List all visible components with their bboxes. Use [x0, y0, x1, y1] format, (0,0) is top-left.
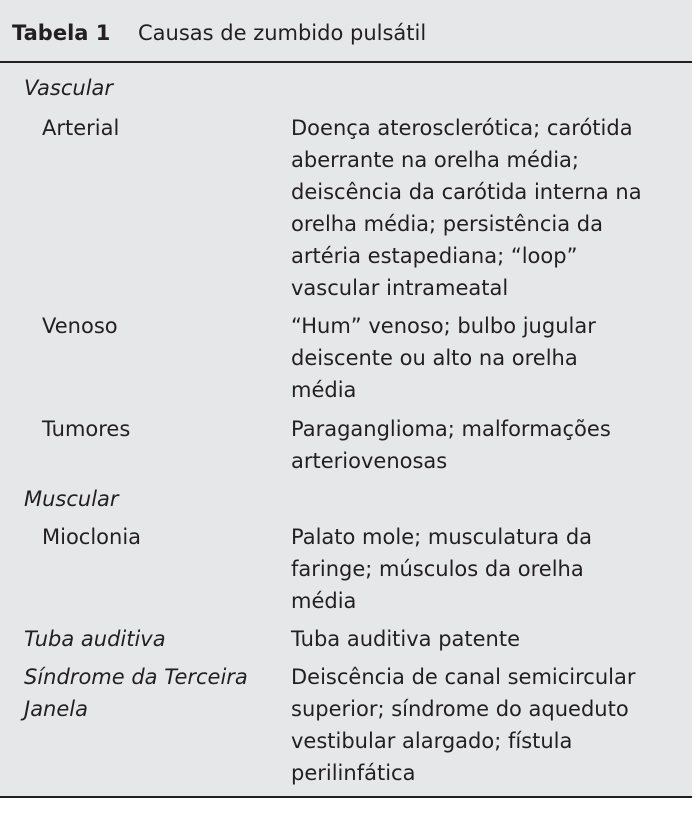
- row-description: [291, 413, 686, 477]
- description-line: “Hum” venoso; bulbo jugular: [291, 314, 596, 338]
- description-line: deiscência da carótida interna na: [291, 180, 642, 204]
- description-line: faringe; músculos da orelha: [291, 557, 584, 581]
- description-line: artéria estapediana; “loop”: [291, 244, 578, 268]
- category-label: [24, 661, 248, 725]
- description-line: média: [291, 378, 357, 402]
- row-label: Arterial: [42, 116, 120, 140]
- row-description: [291, 661, 686, 789]
- description-line: Deiscência de canal semicircular: [291, 665, 636, 689]
- row-description: [291, 623, 686, 655]
- description-line: aberrante na orelha média;: [291, 148, 579, 172]
- description-line: deiscente ou alto na orelha: [291, 346, 578, 370]
- row-description: [291, 112, 686, 304]
- table-body: [0, 63, 692, 798]
- description-line: Doença aterosclerótica; carótida: [291, 116, 633, 140]
- category-label: Muscular: [24, 487, 119, 511]
- description-line: arteriovenosas: [291, 449, 448, 473]
- row-label: Venoso: [42, 314, 118, 338]
- table-header: [0, 0, 692, 63]
- description-line: média: [291, 589, 357, 613]
- label-line: Síndrome da Terceira: [24, 665, 248, 689]
- row-label: Tumores: [42, 417, 131, 441]
- description-line: orelha média; persistência da: [291, 212, 603, 236]
- description-line: vascular intrameatal: [291, 276, 509, 300]
- row-description: [291, 521, 686, 617]
- table-title: Causas de zumbido pulsátil: [138, 21, 427, 45]
- description-line: Palato mole; musculatura da: [291, 525, 593, 549]
- row-label: Mioclonia: [42, 525, 142, 549]
- description-line: superior; síndrome do aqueduto: [291, 697, 629, 721]
- category-label: Vascular: [24, 76, 114, 100]
- description-line: perilinfática: [291, 761, 416, 785]
- label-line: Janela: [24, 697, 88, 721]
- description-line: vestibular alargado; fístula: [291, 729, 573, 753]
- description-line: Paraganglioma; malformações: [291, 417, 611, 441]
- row-description: [291, 310, 686, 406]
- table-number: Tabela 1: [12, 21, 111, 45]
- description-line: Tuba auditiva patente: [291, 627, 521, 651]
- category-label: Tuba auditiva: [24, 627, 166, 651]
